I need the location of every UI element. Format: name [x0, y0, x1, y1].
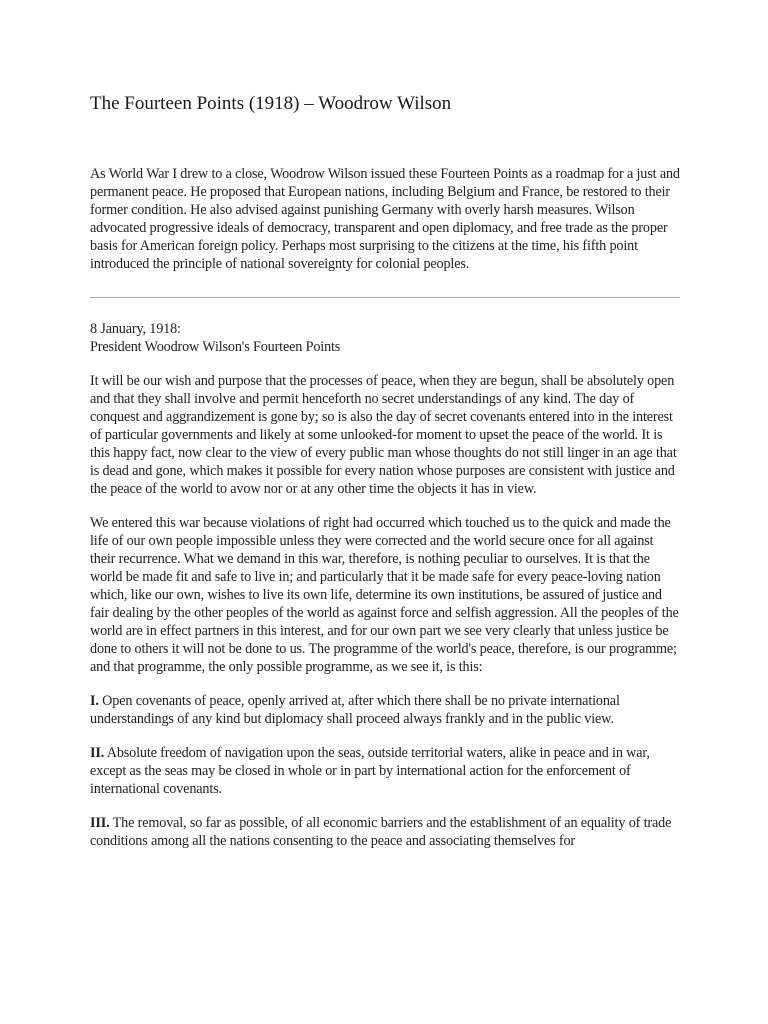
dateline-block	[90, 320, 680, 356]
point-text: Absolute freedom of navigation upon the seas, outside territorial waters, alike in peace and in war, except as the seas may be closed in whole or in part by international action for the enforcement of international covenants.	[90, 744, 650, 797]
point-text: Open covenants of peace, openly arrived at, after which there shall be no private international understandings of any kind but diplomacy shall proceed always frankly and in the public view.	[90, 692, 620, 727]
point-item-3	[90, 814, 680, 850]
point-item-2	[90, 744, 680, 798]
speech-subtitle: President Woodrow Wilson's Fourteen Points	[90, 338, 341, 355]
point-text: The removal, so far as possible, of all economic barriers and the establishment of an equality of trade conditions among all the nations consenting to the peace and associating themselves for	[90, 814, 672, 849]
point-item-1	[90, 692, 680, 728]
document-page	[90, 92, 680, 866]
point-numeral: II.	[90, 744, 105, 761]
horizontal-divider	[90, 297, 680, 298]
document-title: The Fourteen Points (1918) – Woodrow Wilson	[90, 93, 452, 114]
date-line: 8 January, 1918:	[90, 320, 181, 337]
body-paragraph: We entered this war because violations of right had occurred which touched us to the quick and made the life of our own people impossible unless they were corrected and the world secure once for all against their recurrence. What we demand in this war, therefore, is nothing peculiar to ourselves. It is that the world be made fit and safe to live in; and particularly that it be made safe for every peace-loving nation which, like our own, wishes to live its own life, determine its own institutions, be assured of justice and fair dealing by the other peoples of the world as against force and selfish aggression. All the peoples of the world are in effect partners in this interest, and for our own part we see very clearly that unless justice be done to others it will not be done to us. The programme of the world's peace, therefore, is our programme; and that programme, the only possible programme, as we see it, is this:	[90, 514, 679, 675]
point-numeral: I.	[90, 692, 99, 709]
point-numeral: III.	[90, 814, 110, 831]
body-paragraph: It will be our wish and purpose that the processes of peace, when they are begun, shall be absolutely open and that they shall involve and permit henceforth no secret understandings of any kind. The day of conquest and aggrandizement is gone by; so is also the day of secret covenants entered into in the interest of particular governments and likely at some unlooked-for moment to upset the peace of the world. It is this happy fact, now clear to the view of every public man whose thoughts do not still linger in an age that is dead and gone, which makes it possible for every nation whose purposes are consistent with justice and the peace of the world to avow nor or at any other time the objects it has in view.	[90, 372, 677, 497]
intro-paragraph: As World War I drew to a close, Woodrow Wilson issued these Fourteen Points as a roadmap for a just and permanent peace. He proposed that European nations, including Belgium and France, be restored to their former condition. He also advised against punishing Germany with overly harsh measures. Wilson advocated progressive ideals of democracy, transparent and open diplomacy, and free trade as the proper basis for American foreign policy. Perhaps most surprising to the citizens at the time, his fifth point introduced the principle of national sovereignty for colonial peoples.	[90, 165, 680, 272]
